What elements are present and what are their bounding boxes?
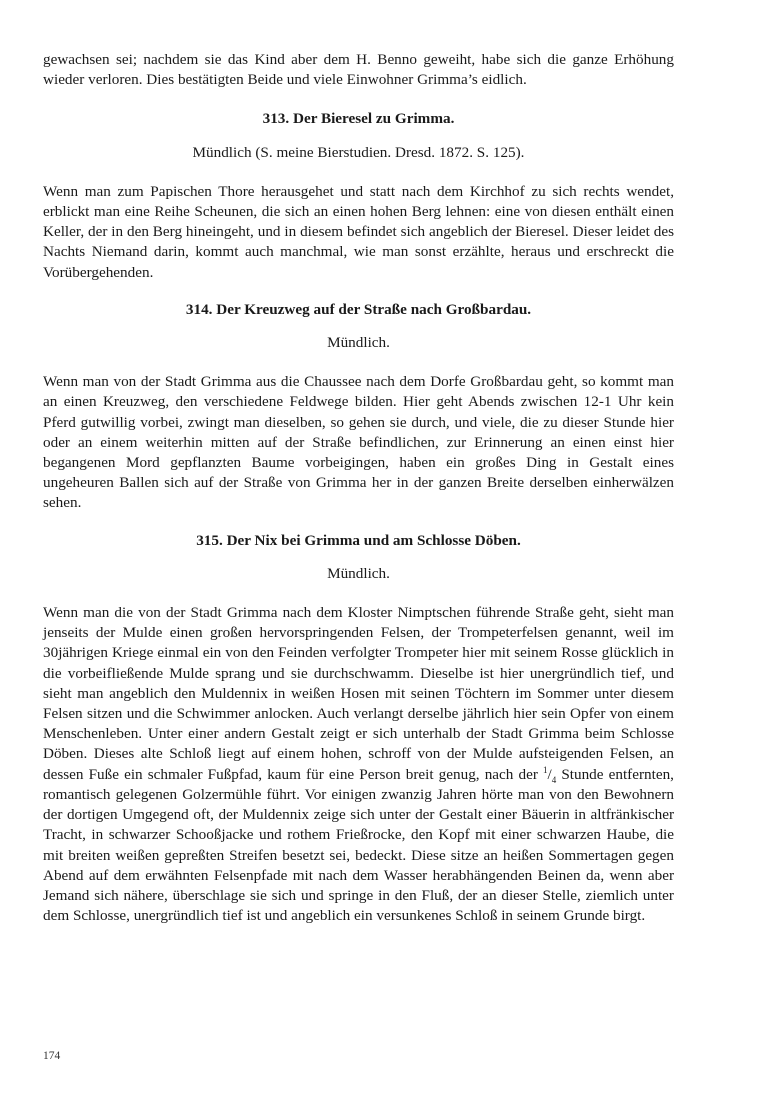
story-heading: 313. Der Bieresel zu Grimma. (262, 110, 455, 128)
story-text-part: Wenn man die von der Stadt Grimma nach dem Kloster Nimptschen führende Straße geht, sieht man jenseits der Mulde einen großen hervorspringenden Felsen, der Trompeterfelsen genannt, weil im 30jährigen Kriege einmal ein von den Feinden verfolgter Trompeter hier mit seinem Rosse glücklich in die vorbeifließende Mulde sprang und sie durchschwamm. Dieselbe ist hier unergründlich tief, und sieht man angeblich den Muldennix in weißen Hosen mit seinen Töchtern im Sommer unter diesem Felsen sitzen und die Schwimmer anlocken. Auch verlangt derselbe jährlich hier sein Opfer von einem Menschenleben. Unter einer andern Gestalt zeigt er sich unterhalb der Stadt Grimma beim Schlosse Döben. Dieses alte Schloß liegt auf einem hohen, schroff von der Mulde aufsteigenden Felsen, an dessen Fuße ein schmaler Fußpfad, kaum für eine Person breit genug, nach der (43, 604, 674, 783)
page-number: 174 (43, 1050, 61, 1062)
story-heading: 314. Der Kreuzweg auf der Straße nach Großbardau. (185, 300, 532, 318)
story-313 (43, 109, 674, 282)
story-source: Mündlich. (327, 564, 390, 582)
story-text: Wenn man die von der Stadt Grimma nach dem Kloster Nimptschen führende Straße geht, sieht man jenseits der Mulde einen großen hervorspringenden Felsen, der Trompeterfelsen genannt, weil im 30jährigen Kriege einmal ein von den Feinden verfolgter Trompeter hier mit seinem Rosse glücklich in die vorbeifließende Mulde sprang und sie durchschwamm. Dieselbe ist hier unergründlich tief, und sieht man angeblich den Muldennix in weißen Hosen mit seinen Töchtern im Sommer unter diesem Felsen sitzen und die Schwimmer anlocken. Auch verlangt derselbe jährlich hier sein Opfer von einem Menschenleben. Unter einer andern Gestalt zeigt er sich unterhalb der Stadt Grimma beim Schlosse Döben. Dieses alte Schloß liegt auf einem hohen, schroff von der Mulde aufsteigenden Felsen, an dessen Fuße ein schmaler Fußpfad, kaum für eine Person breit genug, nach der $^1/_4$ Stunde entfernten, romantisch gelegenen Golzermühle führt. Vor einigen zwanzig Jahren hörte man von den Bewohnern der dortigen Umgegend oft, der Muldennix zeige sich unter der Gestalt einer Bäuerin in altfränkischer Tracht, in schwarzer Schooßjacke und rothem Frießrocke, den Kopf mit einer schwarzen Haube, die mit breiten weißen gepreßten Streifen besetzt sei, bedeckt. Diese sitze an heißen Sommertagen gegen Abend auf dem erwähnten Felsenpfade mit nach dem Wasser herabhängenden Beinen da, wenn aber Jemand sich nähere, überschlage sie sich und springe in den Fluß, der an dieser Stelle, ziemlich unter dem Schlosse, unergründlich tief ist und angeblich ein versunkenes Schloß in seinem Grunde birgt. (43, 604, 674, 925)
story-source: Mündlich. (327, 334, 390, 352)
page-body (43, 50, 674, 943)
story-text: Wenn man von der Stadt Grimma aus die Chaussee nach dem Dorfe Großbardau geht, so kommt man an einen Kreuzweg, den verschiedene Feldwege bilden. Hier geht Abends zwischen 12-1 Uhr kein Pferd gutwillig vorbei, zwingt man dieselben, so gehen sie durch, und viele, die zu dieser Stunde hier oder an einem weiterhin mitten auf der Straße befindlichen, zur Erinnerung an einen einst hier begangenen Mord gepflanzten Baume vorbeigingen, haben ein großes Ding in Gestalt eines ungeheuren Ballen sich auf der Straße von Grimma her in der ganzen Breite derselben einherwälzen sehen. (43, 373, 674, 512)
continuation-paragraph: gewachsen sei; nachdem sie das Kind aber dem H. Benno geweiht, habe sich die ganze Erhöhung wieder verloren. Dies bestätigten Beide und viele Einwohner Grimma’s eidlich. (43, 51, 674, 89)
story-heading: 315. Der Nix bei Grimma und am Schlosse Döben. (196, 531, 521, 549)
story-text-part: Stunde entfernten, romantisch gelegenen Golzermühle führt. Vor einigen zwanzig Jahren hörte man von den Bewohnern der dortigen Umgegend oft, der Muldennix zeige sich unter der Gestalt einer Bäuerin in altfränkischer Tracht, in schwarzer Schooßjacke und rothem Frießrocke, den Kopf mit einer schwarzen Haube, die mit breiten weißen gepreßten Streifen besetzt sei, bedeckt. Diese sitze an heißen Sommertagen gegen Abend auf dem erwähnten Felsenpfade mit nach dem Wasser herabhängenden Beinen da, wenn aber Jemand sich nähere, überschlage sie sich und springe in den Fluß, der an dieser Stelle, ziemlich unter dem Schlosse, unergründlich tief ist und angeblich ein versunkenes Schloß in seinem Grunde birgt. (43, 765, 674, 925)
fraction-numerator: 1 (542, 764, 548, 775)
story-314 (43, 300, 674, 514)
story-text: Wenn man zum Papischen Thore herausgehet und statt nach dem Kirchhof zu sich rechts wendet, erblickt man eine Reihe Scheunen, die sich an einen hohen Berg lehnen: eine von diesen enthält einen Keller, der in den Berg hineingeht, und in diesem befindet sich angeblich der Bieresel. Dieser leidet des Nachts Niemand darin, kommt auch manchmal, wie man sonst erzählte, heraus und erschreckt die Vorübergehenden. (43, 182, 674, 281)
fraction-denominator: 4 (551, 774, 557, 785)
story-source: Mündlich (S. meine Bierstudien. Dresd. 1872. S. 125). (192, 143, 525, 161)
story-315 (43, 531, 674, 927)
